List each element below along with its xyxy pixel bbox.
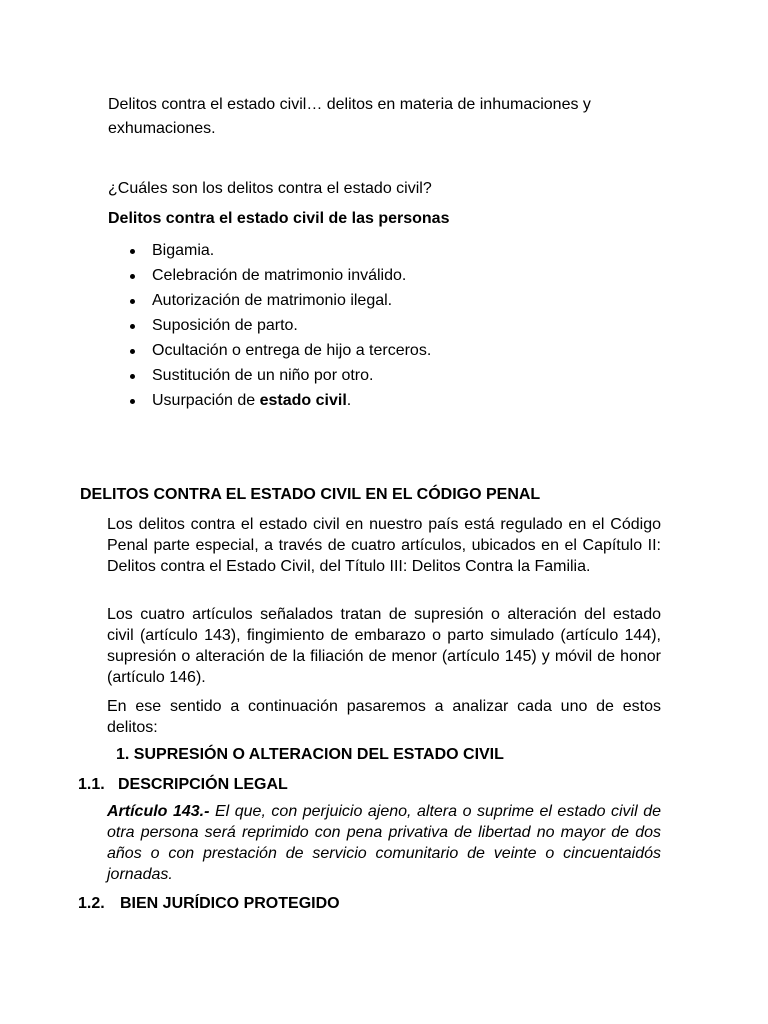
list-item: Ocultación o entrega de hijo a terceros. — [130, 338, 431, 363]
heading-text: DESCRIPCIÓN LEGAL — [118, 776, 288, 793]
crimes-list — [130, 238, 431, 413]
list-item-suffix: . — [346, 392, 352, 409]
paragraph: Los delitos contra el estado civil en nuestro país está regulado en el Código Penal parte especial, a través de cuatro artículos, ubicados en el Capítulo II: Delitos contra el Estado Civil, del Título III: Delitos Contra la Familia. — [107, 516, 661, 575]
paragraph: Los cuatro artículos señalados tratan de supresión o alteración del estado civil (artículo 143), fingimiento de embarazo o parto simulado (artículo 144), supresión o alteración de la filiación de menor (artículo 145) y móvil de honor (artículo 146). — [107, 606, 661, 686]
heading-text: BIEN JURÍDICO PROTEGIDO — [120, 895, 340, 912]
article-label: Artículo 143.- — [107, 803, 210, 820]
question-text: ¿Cuáles son los delitos contra el estado civil? — [108, 180, 432, 197]
heading-1-1 — [78, 774, 288, 796]
article-143 — [107, 801, 661, 885]
subheading: Delitos contra el estado civil de las personas — [108, 210, 450, 227]
list-item: Bigamia. — [130, 238, 431, 263]
heading-number: 1.1. — [78, 776, 105, 793]
paragraph: En ese sentido a continuación pasaremos a analizar cada uno de estos delitos: — [107, 698, 661, 736]
heading-1-2 — [78, 893, 340, 915]
list-item: Celebración de matrimonio inválido. — [130, 263, 431, 288]
heading-number: 1.2. — [78, 895, 105, 912]
section-heading: DELITOS CONTRA EL ESTADO CIVIL EN EL CÓDIGO PENAL — [80, 486, 541, 503]
article-text: El que, con perjuicio ajeno, altera o suprime el estado civil de otra persona será reprimido con pena privativa de libertad no mayor de dos años o con prestación de servicio comunitario de veinte o cincuentaidós jornadas. — [107, 803, 662, 883]
list-item-bold: estado civil — [259, 392, 347, 409]
list-item — [130, 388, 431, 413]
heading-number: 1. — [116, 746, 130, 763]
heading-1 — [116, 744, 504, 766]
list-item: Autorización de matrimonio ilegal. — [130, 288, 431, 313]
list-item: Sustitución de un niño por otro. — [130, 363, 431, 388]
list-item-prefix: Usurpación de — [152, 392, 260, 409]
list-item: Suposición de parto. — [130, 313, 431, 338]
heading-text: SUPRESIÓN O ALTERACION DEL ESTADO CIVIL — [133, 746, 504, 763]
intro-text: Delitos contra el estado civil… delitos en materia de inhumaciones y exhumaciones. — [108, 96, 591, 137]
